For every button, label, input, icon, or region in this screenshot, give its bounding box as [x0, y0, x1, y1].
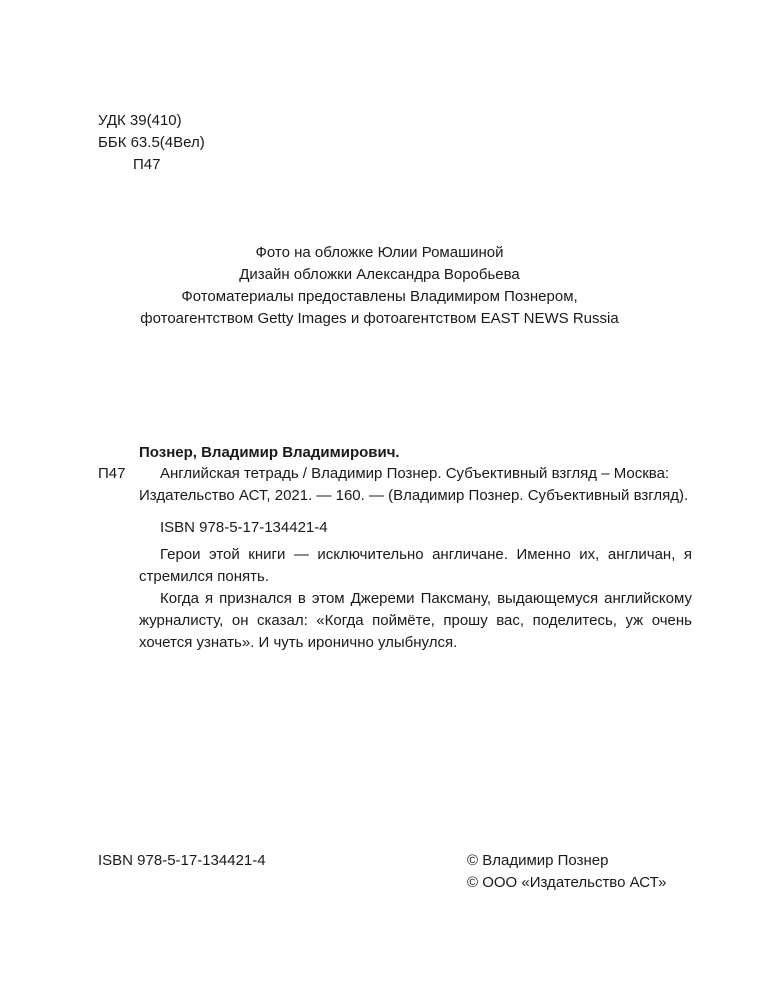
bbk-code: ББК 63.5(4Вел)	[98, 134, 205, 151]
copyright-publisher: © ООО «Издательство АСТ»	[467, 874, 667, 891]
credit-cover-design: Дизайн обложки Александра Воробьева	[239, 266, 520, 283]
author-mark: П47	[133, 156, 161, 173]
annotation	[139, 544, 692, 654]
annotation-paragraph-2: Когда я признался в этом Джереми Паксману, выдающемуся английскому журналисту, он сказал: «Когда поймёте, прошу вас, поделитесь, уж очень хочется узнать». И чуть иронично улыбнулся.	[139, 590, 692, 651]
bibliographic-mark: П47	[98, 465, 126, 482]
footer-isbn: ISBN 978-5-17-134421-4	[98, 852, 266, 869]
author-heading: Познер, Владимир Владимирович.	[139, 444, 400, 461]
isbn-record: ISBN 978-5-17-134421-4	[160, 519, 328, 536]
annotation-paragraph-1: Герои этой книги — исключительно англичане. Именно их, англичан, я стремился понять.	[139, 546, 692, 585]
credit-photo-materials: Фотоматериалы предоставлены Владимиром Познером,	[181, 288, 578, 305]
udk-code: УДК 39(410)	[98, 112, 182, 129]
credit-cover-photo: Фото на обложке Юлии Ромашиной	[255, 244, 504, 261]
description-line-1: Английская тетрадь / Владимир Познер. Субъективный взгляд – Москва:	[160, 465, 670, 482]
description-line-2: Издательство АСТ, 2021. — 160. — (Владимир Познер. Субъективный взгляд).	[139, 487, 689, 504]
credit-photo-agencies: фотоагентством Getty Images и фотоагентством EAST NEWS Russia	[140, 310, 619, 327]
copyright-author: © Владимир Познер	[467, 852, 609, 869]
